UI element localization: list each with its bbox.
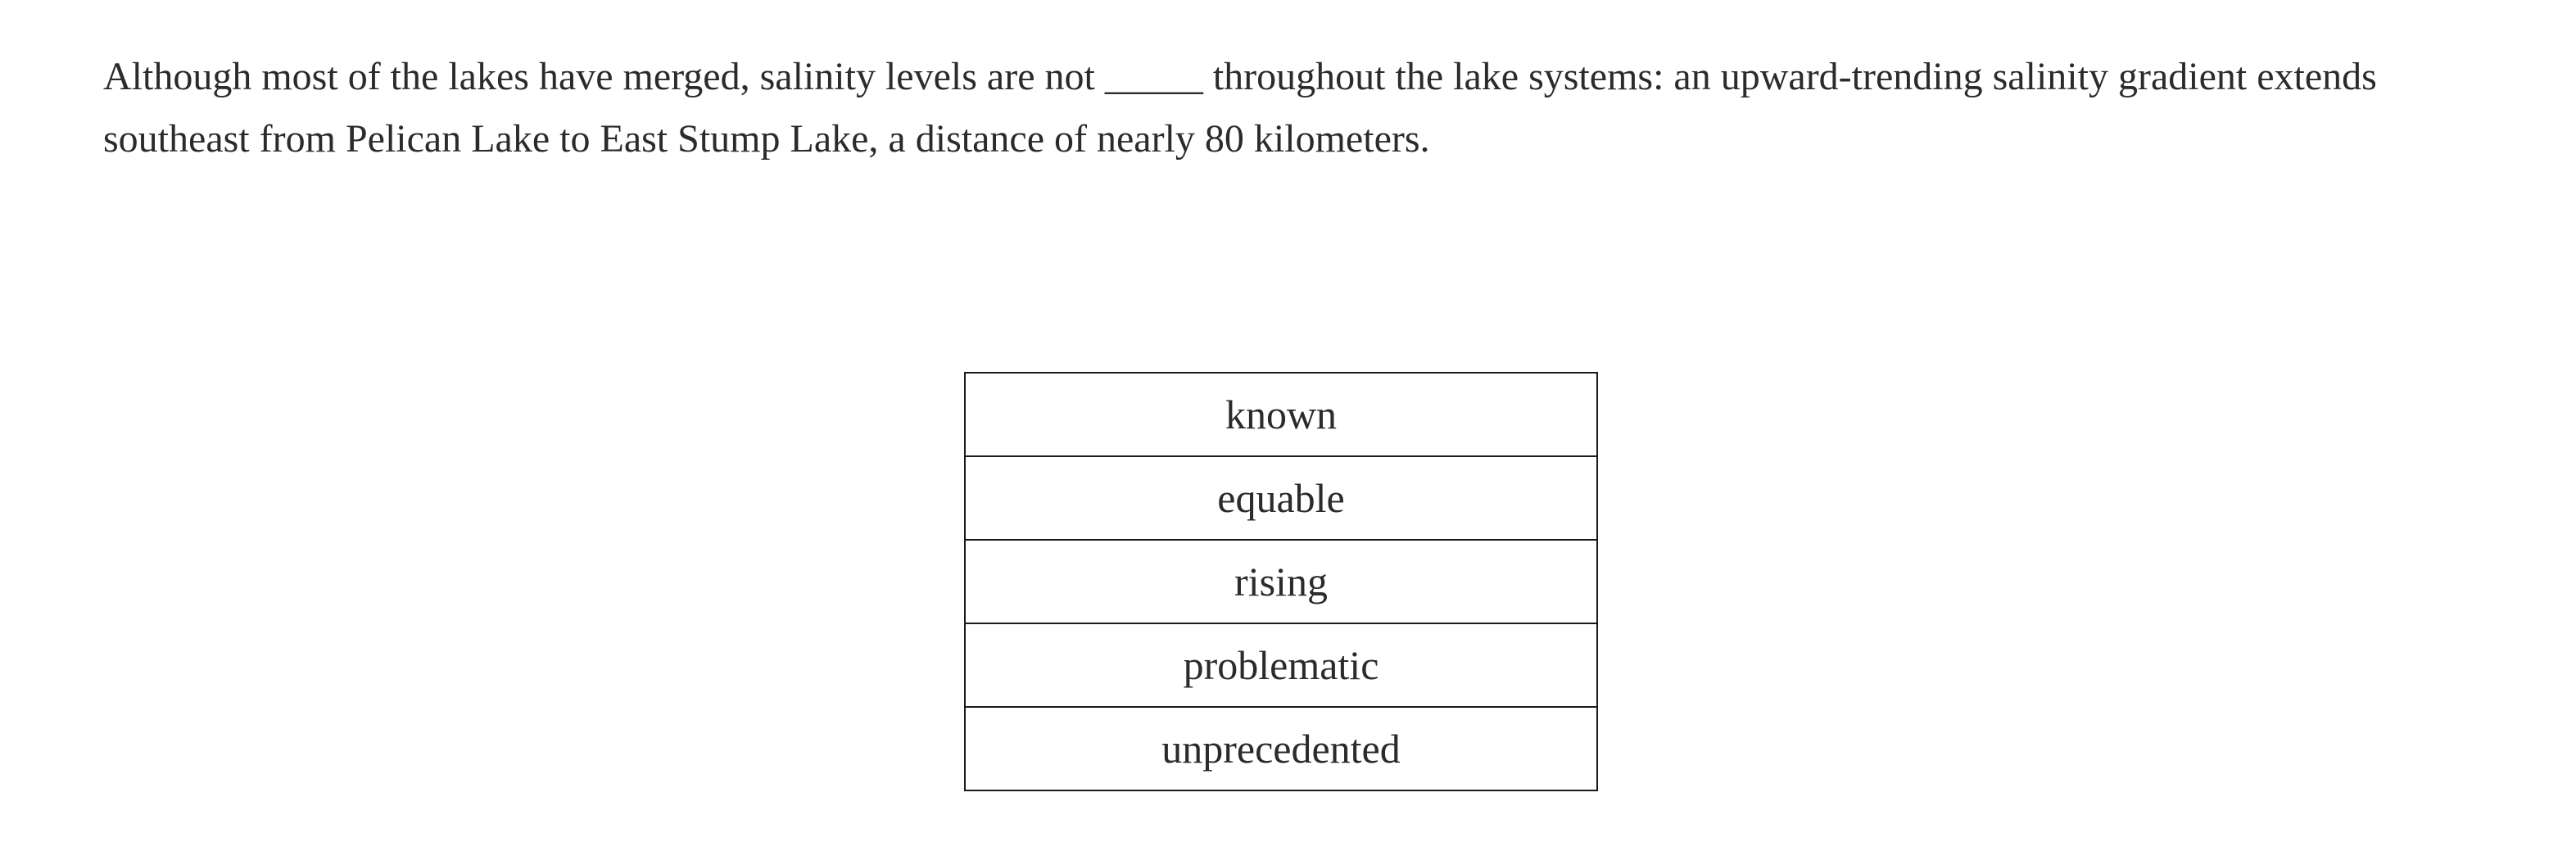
choice-equable[interactable] bbox=[964, 455, 1598, 539]
choice-known[interactable] bbox=[964, 372, 1598, 455]
choice-label: rising bbox=[1234, 559, 1328, 605]
question-text-after-blank: throughout the lake systems: an upward-trending salinity gradient extends southeast from Pelican Lake to East Stump Lake, a distance of nearly 80 kilometers. bbox=[103, 55, 2377, 161]
answer-choices bbox=[964, 372, 1598, 791]
choice-rising[interactable] bbox=[964, 539, 1598, 623]
choice-label: known bbox=[1225, 392, 1338, 437]
answer-blank: _____ bbox=[1104, 55, 1203, 98]
choice-label: problematic bbox=[1183, 642, 1379, 688]
choice-label: unprecedented bbox=[1161, 726, 1401, 772]
choice-label: equable bbox=[1217, 475, 1345, 521]
choice-unprecedented[interactable] bbox=[964, 706, 1598, 791]
question-text bbox=[103, 46, 2479, 170]
question-text-before-blank: Although most of the lakes have merged, salinity levels are not bbox=[103, 55, 1105, 98]
choice-problematic[interactable] bbox=[964, 623, 1598, 706]
